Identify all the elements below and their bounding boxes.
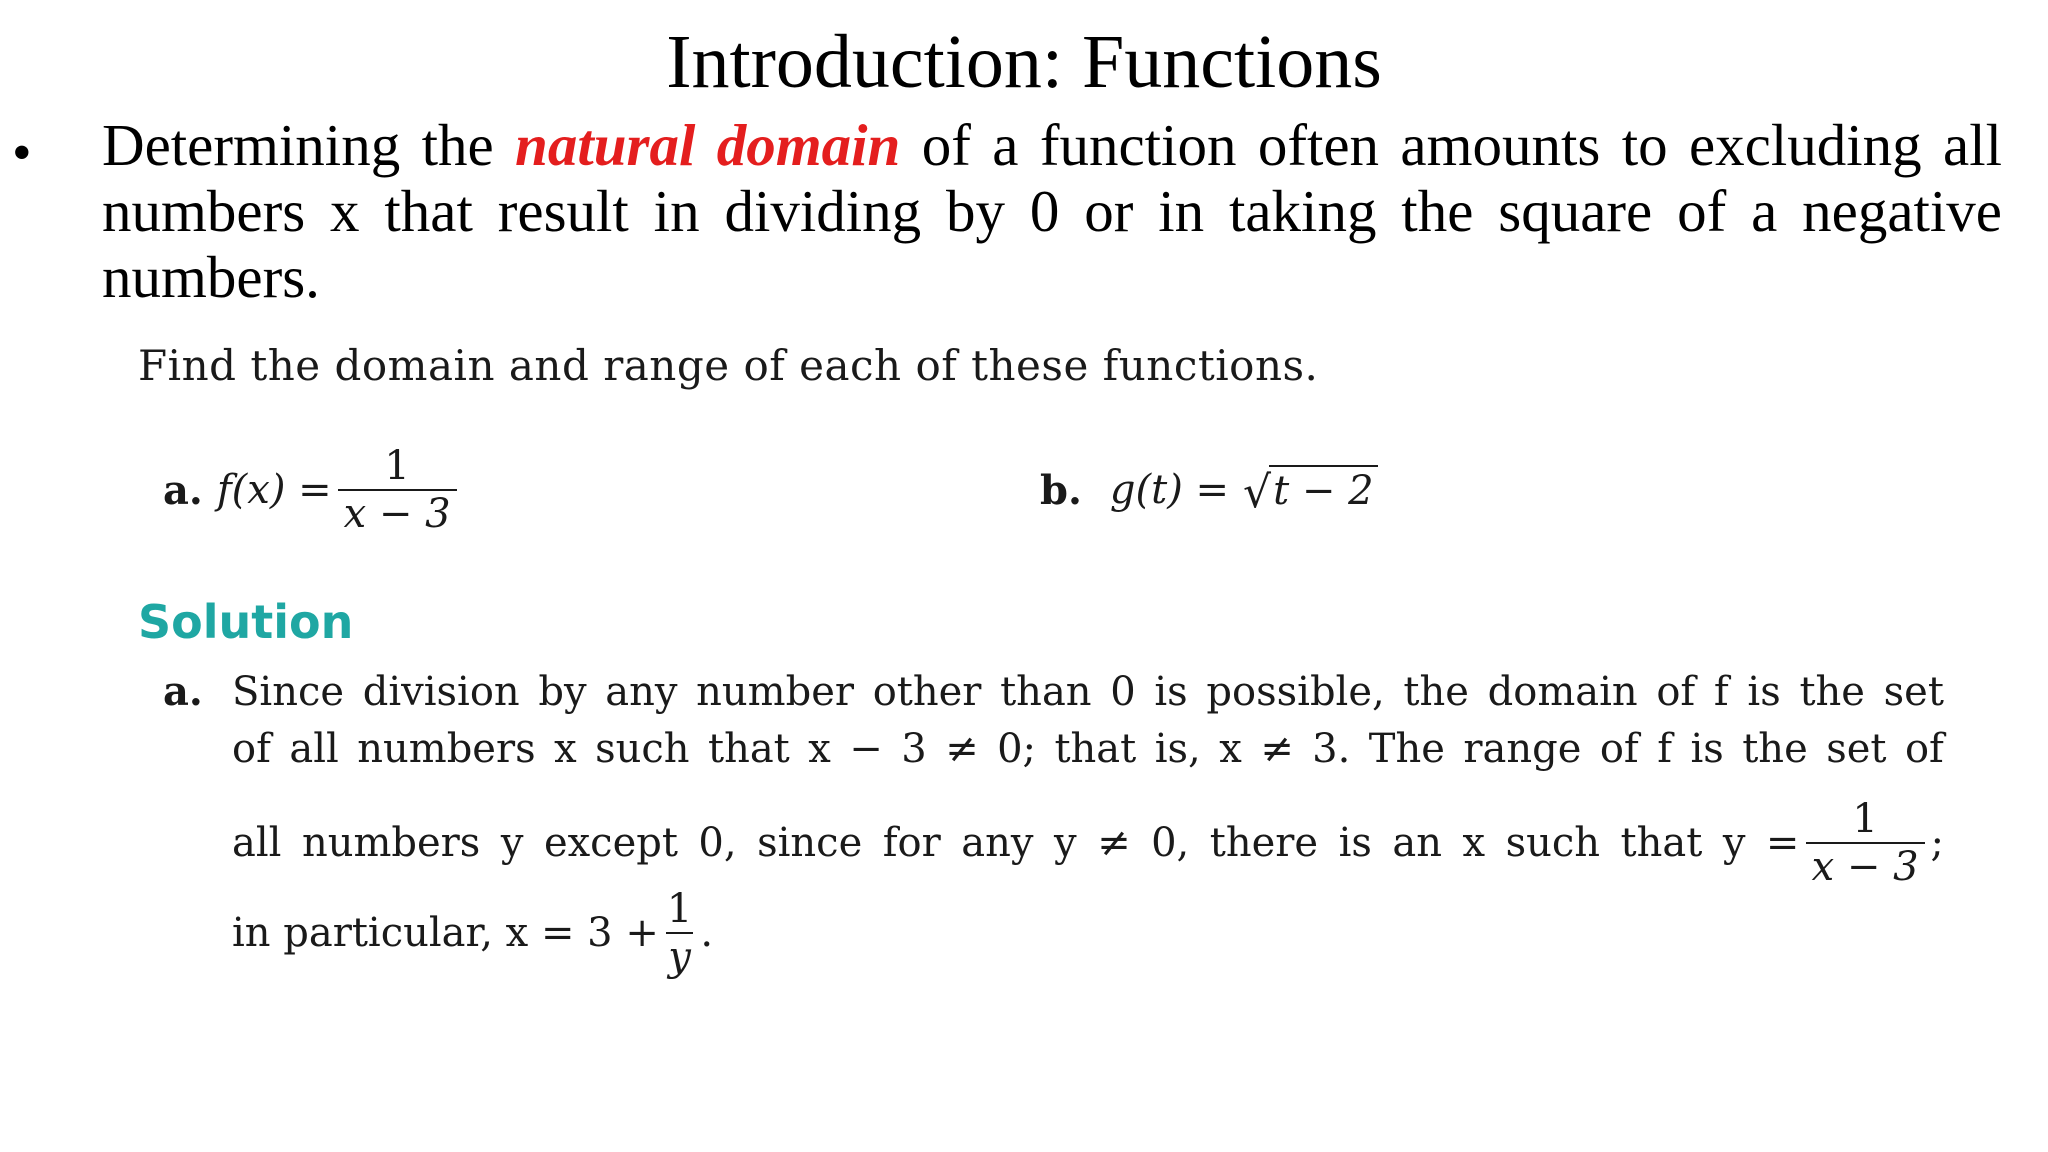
solution-a-line-4-text: in particular, x = 3 + (232, 910, 659, 956)
solution-word: x (808, 726, 831, 772)
solution-word: all (232, 820, 282, 866)
solution-word: f (1713, 669, 1729, 715)
solution-word: ≠ (945, 726, 979, 772)
solution-a-line-3-denominator: x − 3 (1806, 842, 1925, 890)
solution-word: the (1742, 726, 1808, 772)
problem-a-expression (163, 430, 463, 550)
problem-b-radicand: t − 2 (1269, 465, 1377, 515)
solution-word: is, (1154, 726, 1201, 772)
solution-word: numbers (301, 820, 481, 866)
bullet-emphasis-natural-domain: natural domain (515, 112, 901, 178)
solution-heading: Solution (138, 595, 354, 649)
solution-word: 0; (997, 726, 1037, 772)
problem-a-lhs: f(x) = (216, 467, 332, 513)
solution-word: that (1054, 726, 1137, 772)
solution-word: = (1765, 820, 1800, 866)
bullet-paragraph (102, 112, 2002, 310)
problem-a-label: a. (163, 466, 203, 514)
solution-word: an (1392, 820, 1443, 866)
solution-word: is (1747, 669, 1781, 715)
solution-word: x (1462, 820, 1486, 866)
solution-a-line-4-end: . (700, 910, 714, 956)
problem-prompt: Find the domain and range of each of these functions. (138, 341, 1319, 390)
solution-word: since (757, 820, 863, 866)
solution-a-line-4-denominator: y (668, 934, 691, 980)
solution-word: that (708, 726, 790, 772)
solution-word: for (882, 820, 941, 866)
square-root (1243, 465, 1378, 518)
solution-word: f (1657, 726, 1672, 772)
problem-a-fraction (338, 443, 457, 537)
slide-title: Introduction: Functions (666, 20, 1382, 104)
solution-word: ≠ (1097, 820, 1131, 866)
solution-word: y (1053, 820, 1077, 866)
solution-a-line-3-text (232, 815, 1800, 871)
solution-word: of (1599, 726, 1639, 772)
problem-b-lhs: g(t) = (1109, 467, 1230, 513)
solution-word: except (543, 820, 678, 866)
solution-a-line-3-fraction (1806, 796, 1925, 890)
bullet-text-after: of a function often amounts to excluding all numbers x that result in dividing by 0 or in taking the square of a negative numbers. (102, 112, 2002, 310)
solution-word: than (1000, 669, 1092, 715)
solution-word: 3 (901, 726, 927, 772)
solution-word: number (696, 669, 855, 715)
solution-word: range (1463, 726, 1582, 772)
solution-word: such (595, 726, 690, 772)
problem-a-numerator: 1 (384, 443, 410, 489)
solution-word: 0, (698, 820, 737, 866)
solution-word: The (1368, 726, 1445, 772)
problem-b-expression (1040, 430, 1378, 550)
solution-word: the (1799, 669, 1865, 715)
solution-word: of (232, 726, 271, 772)
solution-word: other (872, 669, 982, 715)
solution-a-line-3-end: ; (1930, 820, 1944, 866)
solution-word: of (1656, 669, 1696, 715)
solution-word: 0, (1151, 820, 1190, 866)
solution-word: 3. (1312, 726, 1351, 772)
solution-word: y (500, 820, 524, 866)
solution-word: y (1722, 820, 1746, 866)
solution-word: is (1338, 820, 1372, 866)
solution-a-line-4-fraction (665, 886, 694, 980)
solution-word: all (289, 726, 339, 772)
solution-word: set (1826, 726, 1887, 772)
solution-word: any (961, 820, 1034, 866)
solution-word: division (362, 669, 520, 715)
solution-word: Since (232, 669, 345, 715)
solution-word: domain (1487, 669, 1638, 715)
solution-a-line-1 (232, 664, 1944, 720)
solution-word: ≠ (1260, 726, 1294, 772)
solution-a-line-4 (232, 878, 1944, 988)
problem-a-denominator: x − 3 (338, 489, 457, 537)
solution-a-line-1-text (232, 664, 1944, 720)
bullet-marker: • (12, 122, 32, 184)
solution-word: numbers (357, 726, 536, 772)
solution-a-line-2 (232, 721, 1944, 777)
solution-a-line-4-numerator: 1 (666, 886, 693, 932)
solution-word: that (1620, 820, 1703, 866)
solution-a-line-2-text (232, 721, 1944, 777)
radical-sign-icon: √ (1243, 467, 1272, 518)
solution-a-label: a. (163, 668, 203, 715)
problem-b-label: b. (1040, 466, 1082, 514)
solution-word: is (1690, 726, 1724, 772)
solution-word: there (1209, 820, 1319, 866)
solution-word: x (554, 726, 577, 772)
solution-word: 0 (1110, 669, 1136, 715)
solution-a-line-3-numerator: 1 (1852, 796, 1878, 842)
solution-word: of (1904, 726, 1944, 772)
solution-word: set (1883, 669, 1944, 715)
solution-word: is (1154, 669, 1188, 715)
solution-word: x (1219, 726, 1242, 772)
solution-word: possible, (1206, 669, 1385, 715)
solution-word: such (1505, 820, 1601, 866)
solution-word: by (538, 669, 587, 715)
solution-word: the (1403, 669, 1469, 715)
solution-word: any (605, 669, 678, 715)
bullet-text-before: Determining the (102, 112, 516, 178)
solution-word: − (849, 726, 883, 772)
